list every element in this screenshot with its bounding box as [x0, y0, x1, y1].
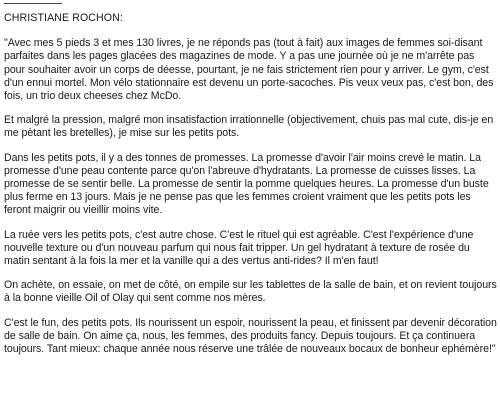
- article-paragraph-2: Et malgré la pression, malgré mon insatisfaction irrationnelle (objectivement, chuis pas mal cute, dis-je en me pètant les bretelles), je mise sur les petits pots.: [4, 114, 494, 140]
- top-divider: [4, 3, 62, 4]
- article: [4, 0, 498, 367]
- article-paragraph-5: On achète, on essaie, on met de côté, on empile sur les tablettes de la salle de bain, et on revient toujours à la bonne vieille Oil of Olay qui sent comme nos mères.: [4, 279, 497, 305]
- article-paragraph-1: "Avec mes 5 pieds 3 et mes 130 livres, je ne réponds pas (tout à fait) aux images de femmes soi-disant parfaites dans les pages glacées des magazines de mode. Y a pas une journée où je ne m'arrête pas pour souhaiter avoir un corps de déesse, pourtant, je ne fais strictement rien pour y arriver. Le gym, c'est d'un ennui mortel. Mon vélo stationnaire est devenu un porte-sacoches. Pis veux veux pas, c'est bon, des fois, un trio deux cheeses chez McDo.: [4, 37, 494, 103]
- author-name: CHRISTIANE ROCHON:: [4, 12, 123, 24]
- article-paragraph-6: C'est le fun, des petits pots. Ils nourissent un espoir, nourissent la peau, et finissent par devenir décoration de salle de bain. On aime ça, nous, les femmes, des produits fancy. Depuis toujours. Et ça continuera toujours. Tant mieux: chaque année nous réserve une trâlée de nouveaux bocaux de bonheur ephémère!": [4, 316, 497, 356]
- article-paragraph-4: La ruée vers les petits pots, c'est autre chose. C'est le rituel qui est agréable. C'est l'expérience d'une nouvelle texture ou d'un nouveau parfum qui nous fait tripper. Un gel hydratant à texture de rosée du matin sentant à la fois la mer et la vanille qui a des vertus anti-rides? Il m'en faut!: [4, 228, 474, 268]
- article-paragraph-3: Dans les petits pots, il y a des tonnes de promesses. La promesse d'avoir l'air moins crevé le matin. La promesse d'une peau contente parce qu'on l'abreuve d'hydratants. La promesse de cuisses lisses. La promesse de se sentir belle. La promesse de sentir la pomme quelques heures. La promesse d'un buste plus ferme en 13 jours. Mais je ne pense pas que les femmes croient vraiment que les petits pots les feront maigrir ou vieillir moins vite.: [4, 151, 489, 217]
